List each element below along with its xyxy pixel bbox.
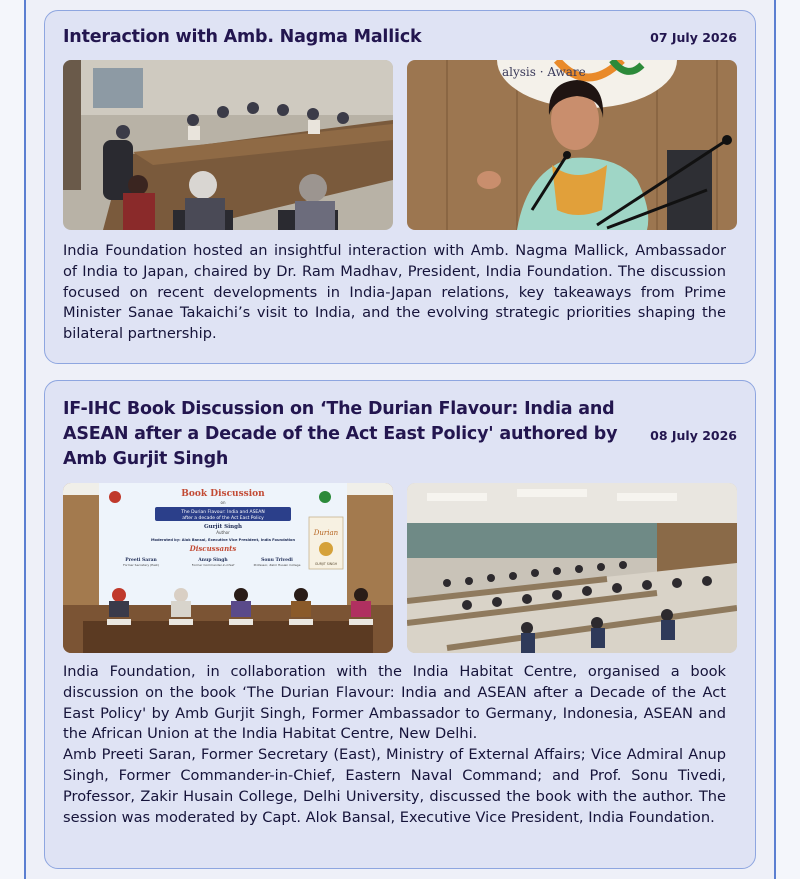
banner-discussant-role: Former Commander-in-Chief bbox=[191, 563, 235, 567]
banner-author: Gurjit Singh bbox=[203, 524, 243, 530]
banner-discussant-name: Anup Singh bbox=[198, 558, 228, 563]
banner-moderator: Moderated by: Alok Bansal, Executive Vice President, India Foundation bbox=[150, 538, 296, 542]
event-paragraph: Amb Preeti Saran, Former Secretary (East), Ministry of External Affairs; Vice Admiral Anup Singh, Former Commander-in-Chief, Eastern Naval Command; and Prof. Sonu Tivedi, Professor, Zakir Husain College, Delhi University, discussed the book with the author. The session was moderated by Capt. Alok Bansal, Executive Vice President, India Foundation. bbox=[63, 746, 726, 826]
event-date: 07 July 2026 bbox=[650, 30, 737, 45]
event-card bbox=[44, 10, 756, 364]
book-cover-title: Durian bbox=[313, 529, 339, 537]
event-paragraph: India Foundation, in collaboration with the India Habitat Centre, organised a book discussion on the book ‘The Durian Flavour: India and ASEAN after a Decade of the Act East Policy' by Amb Gurjit Singh, Former Ambassador to Germany, Indonesia, ASEAN and the African Union at the India Habitat Centre, New Delhi. bbox=[63, 663, 726, 743]
event-description bbox=[63, 662, 726, 828]
panel-stage-photo bbox=[63, 483, 393, 653]
banner-discussant-role: Professor, Zakir Husain College bbox=[253, 563, 301, 567]
seal-lettering: alysis · Aware bbox=[502, 65, 586, 79]
conference-room-photo bbox=[63, 60, 393, 230]
banner-discussant-name: Sonu Trivedi bbox=[261, 558, 293, 563]
event-date: 08 July 2026 bbox=[650, 428, 737, 443]
banner-discussant-name: Preeti Saran bbox=[125, 558, 157, 563]
event-card bbox=[44, 380, 756, 869]
event-title: IF-IHC Book Discussion on ‘The Durian Flavour: India and ASEAN after a Decade of the Act East Policy' authored by Amb Gurjit Singh bbox=[63, 399, 618, 469]
event-description bbox=[63, 241, 726, 345]
event-paragraph: India Foundation hosted an insightful interaction with Amb. Nagma Mallick, Ambassador of India to Japan, chaired by Dr. Ram Madhav, President, India Foundation. The discussion focused on recent developments in India-Japan relations, key takeaways from Prime Minister Sanae Takaichi’s visit to India, and the evolving strategic priorities shaping the bilateral partnership. bbox=[63, 242, 726, 343]
banner-discussant-role: Former Secretary (East) bbox=[123, 563, 159, 567]
event-title: Interaction with Amb. Nagma Mallick bbox=[63, 27, 422, 47]
banner-author-role: Author bbox=[216, 530, 230, 535]
banner-heading: Book Discussion bbox=[181, 489, 265, 499]
audience-hall-photo bbox=[407, 483, 737, 653]
speaker-photo bbox=[407, 60, 737, 230]
banner-on: on bbox=[220, 500, 226, 505]
banner-book-title: after a decade of the Act East Policy bbox=[182, 516, 264, 521]
book-cover-author: GURJIT SINGH bbox=[314, 562, 338, 566]
banner-discussants-heading: Discussants bbox=[189, 544, 237, 553]
banner-book-title: The Durian Flavour: India and ASEAN bbox=[181, 510, 265, 515]
